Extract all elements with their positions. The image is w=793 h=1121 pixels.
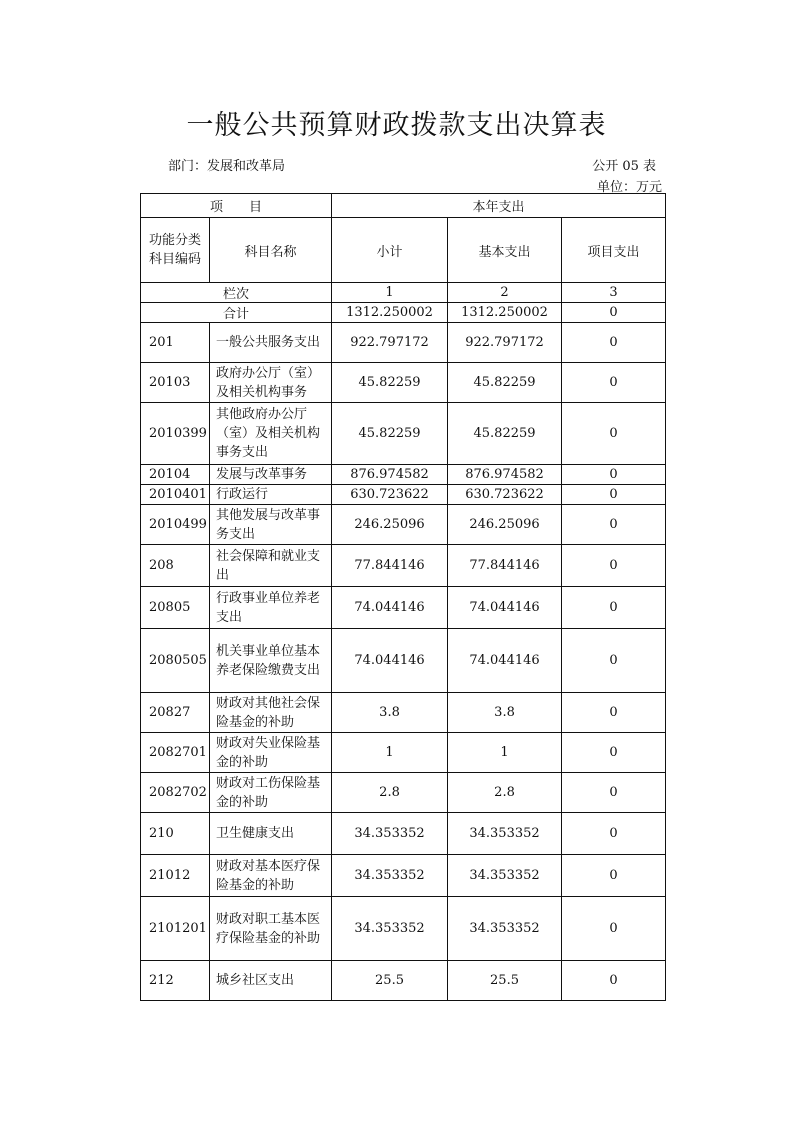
table-row bbox=[141, 485, 666, 505]
table-row bbox=[141, 465, 666, 485]
department-label: 部门：发展和改革局 bbox=[168, 159, 286, 174]
row-project: 0 bbox=[562, 587, 666, 629]
row-project: 0 bbox=[562, 465, 666, 485]
header-col1: 1 bbox=[332, 283, 448, 303]
row-name: 行政运行 bbox=[210, 485, 332, 505]
row-project: 0 bbox=[562, 693, 666, 733]
row-code: 2010499 bbox=[141, 505, 210, 545]
row-name: 其他发展与改革事务支出 bbox=[210, 505, 332, 545]
header-project-exp: 项目支出 bbox=[562, 218, 666, 283]
row-subtotal: 25.5 bbox=[332, 961, 448, 1001]
row-project: 0 bbox=[562, 773, 666, 813]
table-row bbox=[141, 587, 666, 629]
expenditure-table bbox=[140, 193, 666, 1001]
row-project: 0 bbox=[562, 505, 666, 545]
row-subtotal: 74.044146 bbox=[332, 629, 448, 693]
row-subtotal: 34.353352 bbox=[332, 813, 448, 855]
row-basic: 1 bbox=[448, 733, 562, 773]
row-basic: 876.974582 bbox=[448, 465, 562, 485]
row-name: 发展与改革事务 bbox=[210, 465, 332, 485]
header-subject-name: 科目名称 bbox=[210, 218, 332, 283]
header-col3: 3 bbox=[562, 283, 666, 303]
header-project: 项 目 bbox=[141, 194, 332, 218]
row-subtotal: 246.25096 bbox=[332, 505, 448, 545]
row-code: 20104 bbox=[141, 465, 210, 485]
total-basic: 1312.250002 bbox=[448, 303, 562, 323]
row-subtotal: 34.353352 bbox=[332, 897, 448, 961]
row-code: 212 bbox=[141, 961, 210, 1001]
row-subtotal: 34.353352 bbox=[332, 855, 448, 897]
header-basic: 基本支出 bbox=[448, 218, 562, 283]
row-code: 2010401 bbox=[141, 485, 210, 505]
row-code: 201 bbox=[141, 323, 210, 363]
header-func-code: 功能分类科目编码 bbox=[141, 218, 210, 283]
row-code: 2080505 bbox=[141, 629, 210, 693]
row-basic: 34.353352 bbox=[448, 813, 562, 855]
table-row bbox=[141, 733, 666, 773]
row-name: 机关事业单位基本养老保险缴费支出 bbox=[210, 629, 332, 693]
header-column-order: 栏次 bbox=[141, 283, 332, 303]
row-code: 210 bbox=[141, 813, 210, 855]
row-project: 0 bbox=[562, 733, 666, 773]
row-name: 一般公共服务支出 bbox=[210, 323, 332, 363]
row-basic: 45.82259 bbox=[448, 363, 562, 403]
row-code: 2082702 bbox=[141, 773, 210, 813]
row-name: 财政对失业保险基金的补助 bbox=[210, 733, 332, 773]
row-project: 0 bbox=[562, 897, 666, 961]
table-row bbox=[141, 505, 666, 545]
row-basic: 74.044146 bbox=[448, 587, 562, 629]
row-code: 2101201 bbox=[141, 897, 210, 961]
table-row bbox=[141, 363, 666, 403]
row-code: 2010399 bbox=[141, 403, 210, 465]
row-basic: 246.25096 bbox=[448, 505, 562, 545]
row-name: 财政对其他社会保险基金的补助 bbox=[210, 693, 332, 733]
row-subtotal: 74.044146 bbox=[332, 587, 448, 629]
table-row bbox=[141, 629, 666, 693]
row-project: 0 bbox=[562, 813, 666, 855]
row-basic: 74.044146 bbox=[448, 629, 562, 693]
row-basic: 77.844146 bbox=[448, 545, 562, 587]
row-code: 20827 bbox=[141, 693, 210, 733]
row-subtotal: 45.82259 bbox=[332, 403, 448, 465]
table-row bbox=[141, 403, 666, 465]
row-code: 20805 bbox=[141, 587, 210, 629]
row-basic: 2.8 bbox=[448, 773, 562, 813]
table-row bbox=[141, 693, 666, 733]
row-project: 0 bbox=[562, 629, 666, 693]
row-project: 0 bbox=[562, 545, 666, 587]
table-row bbox=[141, 323, 666, 363]
row-project: 0 bbox=[562, 961, 666, 1001]
row-name: 财政对工伤保险基金的补助 bbox=[210, 773, 332, 813]
table-row bbox=[141, 897, 666, 961]
row-project: 0 bbox=[562, 403, 666, 465]
row-subtotal: 3.8 bbox=[332, 693, 448, 733]
row-project: 0 bbox=[562, 363, 666, 403]
total-project: 0 bbox=[562, 303, 666, 323]
row-name: 财政对基本医疗保险基金的补助 bbox=[210, 855, 332, 897]
page-title: 一般公共预算财政拨款支出决算表 bbox=[186, 110, 607, 141]
table-row bbox=[141, 773, 666, 813]
row-basic: 45.82259 bbox=[448, 403, 562, 465]
row-code: 20103 bbox=[141, 363, 210, 403]
row-name: 财政对职工基本医疗保险基金的补助 bbox=[210, 897, 332, 961]
unit-label: 单位：万元 bbox=[596, 180, 662, 195]
header-subtotal: 小计 bbox=[332, 218, 448, 283]
row-subtotal: 45.82259 bbox=[332, 363, 448, 403]
row-name: 卫生健康支出 bbox=[210, 813, 332, 855]
row-basic: 3.8 bbox=[448, 693, 562, 733]
table-row bbox=[141, 855, 666, 897]
row-subtotal: 922.797172 bbox=[332, 323, 448, 363]
row-subtotal: 77.844146 bbox=[332, 545, 448, 587]
row-name: 行政事业单位养老支出 bbox=[210, 587, 332, 629]
table-row bbox=[141, 545, 666, 587]
row-subtotal: 876.974582 bbox=[332, 465, 448, 485]
row-code: 21012 bbox=[141, 855, 210, 897]
row-code: 208 bbox=[141, 545, 210, 587]
total-subtotal: 1312.250002 bbox=[332, 303, 448, 323]
row-project: 0 bbox=[562, 323, 666, 363]
row-basic: 34.353352 bbox=[448, 897, 562, 961]
row-subtotal: 630.723622 bbox=[332, 485, 448, 505]
row-name: 城乡社区支出 bbox=[210, 961, 332, 1001]
row-basic: 922.797172 bbox=[448, 323, 562, 363]
row-basic: 34.353352 bbox=[448, 855, 562, 897]
row-name: 社会保障和就业支出 bbox=[210, 545, 332, 587]
row-code: 2082701 bbox=[141, 733, 210, 773]
table-row bbox=[141, 961, 666, 1001]
row-subtotal: 2.8 bbox=[332, 773, 448, 813]
total-label: 合计 bbox=[141, 303, 332, 323]
table-row bbox=[141, 813, 666, 855]
header-current-year: 本年支出 bbox=[332, 194, 666, 218]
row-subtotal: 1 bbox=[332, 733, 448, 773]
row-basic: 630.723622 bbox=[448, 485, 562, 505]
table-number: 公开 05 表 bbox=[592, 159, 656, 174]
row-name: 其他政府办公厅（室）及相关机构事务支出 bbox=[210, 403, 332, 465]
row-project: 0 bbox=[562, 855, 666, 897]
header-col2: 2 bbox=[448, 283, 562, 303]
row-basic: 25.5 bbox=[448, 961, 562, 1001]
row-project: 0 bbox=[562, 485, 666, 505]
row-name: 政府办公厅（室）及相关机构事务 bbox=[210, 363, 332, 403]
